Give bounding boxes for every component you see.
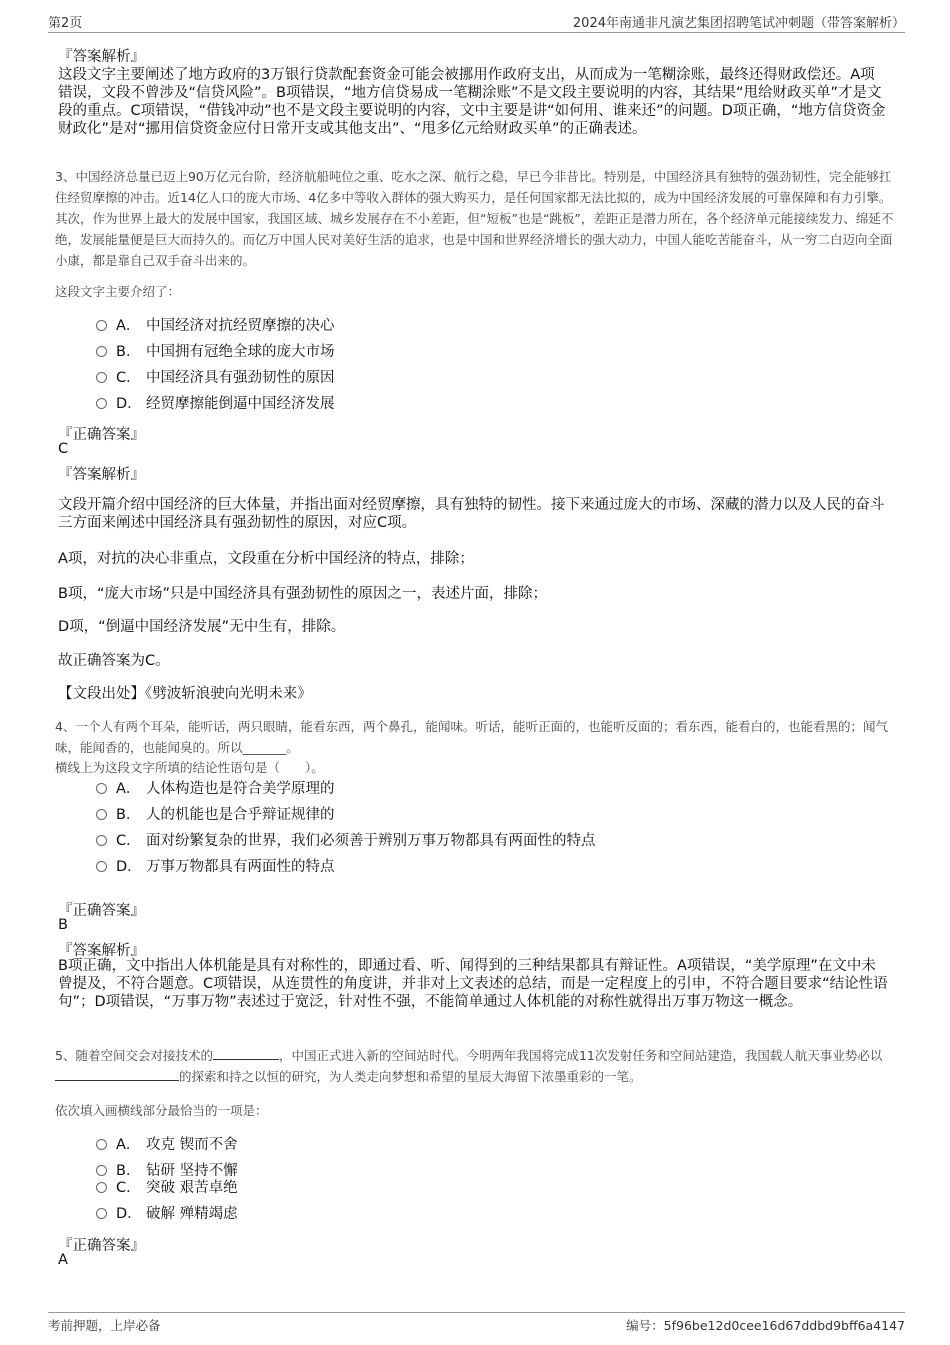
option-text: 中国拥有冠绝全球的庞大市场 xyxy=(146,344,335,360)
option-letter: A． xyxy=(116,1137,141,1153)
q4-analysis: B项正确，文中指出人体机能是具有对称性的，即通过看、听、闻得到的三种结果都具有辩证性。A项错误，“美学原理”在文中未曾提及，不符合题意。C项错误，从连贯性的角度讲，并非对上文表述的总结，而是一定程度上的引申，不符合题目要求“结论性语句”；D项错误，“万事万物”表述过于宽泛，针对性不强，不能简单通过人体机能的对称性就得出万事万物这一概念。 xyxy=(58,958,888,1010)
option-text: 万事万物都具有两面性的特点 xyxy=(146,859,335,875)
q5-correct-label: 『正确答案』 xyxy=(58,1238,145,1254)
page-header xyxy=(48,12,905,33)
q3-option-d[interactable] xyxy=(96,394,335,414)
footer-slogan: 考前押题，上岸必备 xyxy=(48,1318,161,1333)
q5-blank-2 xyxy=(55,1068,179,1081)
q3-source: 【文段出处】《劈波斩浪驶向光明未来》 xyxy=(58,686,312,702)
q3-analysis-b: B项，“庞大市场”只是中国经济具有强劲韧性的原因之一，表述片面，排除； xyxy=(58,586,547,602)
q4-option-a[interactable] xyxy=(96,779,335,799)
q5-option-d[interactable] xyxy=(96,1204,238,1224)
q3-option-a[interactable] xyxy=(96,316,335,336)
page-footer xyxy=(48,1312,905,1336)
q3-correct-label: 『正确答案』 xyxy=(58,427,145,443)
q5-stem-part-3: 的探索和持之以恒的研究，为人类走向梦想和希望的星辰大海留下浓墨重彩的一笔。 xyxy=(179,1069,642,1084)
option-letter: B． xyxy=(116,1163,141,1179)
q3-analysis-main: 文段开篇介绍中国经济的巨大体量，并指出面对经贸摩擦，具有独特的韧性。接下来通过庞大的市场、深藏的潜力以及人民的奋斗三方面来阐述中国经济具有强劲韧性的原因，对应C项。 xyxy=(58,497,885,531)
q4-prompt: 横线上为这段文字所填的结论性语句是（ ）。 xyxy=(55,760,324,775)
q4-correct-label: 『正确答案』 xyxy=(58,903,145,919)
q5-prompt: 依次填入画横线部分最恰当的一项是： xyxy=(55,1103,268,1118)
q2-analysis-label: 『答案解析』 xyxy=(58,49,145,65)
radio-icon[interactable] xyxy=(96,809,107,820)
radio-icon[interactable] xyxy=(96,320,107,331)
option-letter: C． xyxy=(116,833,141,849)
option-letter: D． xyxy=(116,396,142,412)
q4-option-c[interactable] xyxy=(96,831,596,851)
q3-analysis-label: 『答案解析』 xyxy=(58,467,145,483)
radio-icon[interactable] xyxy=(96,1182,107,1193)
radio-icon[interactable] xyxy=(96,1165,107,1176)
footer-code: 编号：5f96be12d0cee16d67ddbd9bff6a4147 xyxy=(626,1318,905,1333)
radio-icon[interactable] xyxy=(96,372,107,383)
q4-option-b[interactable] xyxy=(96,805,335,825)
option-text: 攻克 锲而不舍 xyxy=(146,1137,238,1153)
q5-stem xyxy=(55,1045,895,1087)
q4-option-d[interactable] xyxy=(96,857,335,877)
option-letter: C． xyxy=(116,1180,141,1196)
q5-option-a[interactable] xyxy=(96,1135,238,1155)
q5-option-c[interactable] xyxy=(96,1178,238,1198)
q4-stem: 4、一个人有两个耳朵，能听话，两只眼睛，能看东西，两个鼻孔，能闻味。听话，能听正面的，也能听反面的；看东西，能看白的，也能看黑的；闻气味，能闻香的，也能闻臭的。所以_______。 xyxy=(55,719,888,755)
option-text: 中国经济对抗经贸摩擦的决心 xyxy=(146,318,335,334)
doc-title: 2024年南通非凡演艺集团招聘笔试冲刺题（带答案解析） xyxy=(572,16,905,31)
q3-correct-answer: C xyxy=(58,441,69,457)
page-number: 第2页 xyxy=(48,16,83,31)
q3-analysis-a: A项，对抗的决心非重点，文段重在分析中国经济的特点，排除； xyxy=(58,551,474,567)
radio-icon[interactable] xyxy=(96,835,107,846)
q4-analysis-label: 『答案解析』 xyxy=(58,943,145,959)
q3-stem: 3、中国经济总量已迈上90万亿元台阶，经济航船吨位之重、吃水之深、航行之稳，早已今非昔比。特别是，中国经济具有独特的强劲韧性，完全能够扛住经贸摩擦的冲击。近14亿人口的庞大市场、4亿多中等收入群体的强大购买力，是任何国家都无法比拟的，成为中国经济发展的可靠保障和有力引擎。其次，作为世界上最大的发展中国家，我国区域、城乡发展存在不小差距，但“短板”也是“跳板”，差距正是潜力所在，各个经济单元能接续发力、绵延不绝，发展能量便是巨大而持久的。而亿万中国人民对美好生活的追求，也是中国和世界经济增长的强大动力，中国人能吃苦能奋斗，从一穷二白迈向全面小康，都是靠自己双手奋斗出来的。 xyxy=(55,169,894,268)
radio-icon[interactable] xyxy=(96,861,107,872)
q5-blank-1 xyxy=(213,1047,279,1060)
radio-icon[interactable] xyxy=(96,346,107,357)
option-text: 经贸摩擦能倒逼中国经济发展 xyxy=(146,396,335,412)
q3-prompt: 这段文字主要介绍了： xyxy=(55,284,181,299)
option-text: 钻研 坚持不懈 xyxy=(146,1163,238,1179)
radio-icon[interactable] xyxy=(96,1208,107,1219)
q3-option-c[interactable] xyxy=(96,368,335,388)
option-text: 人的机能也是合乎辩证规律的 xyxy=(146,807,335,823)
radio-icon[interactable] xyxy=(96,398,107,409)
q4-correct-answer: B xyxy=(58,917,68,933)
radio-icon[interactable] xyxy=(96,1139,107,1150)
option-letter: A． xyxy=(116,781,141,797)
option-letter: D． xyxy=(116,1206,142,1222)
option-text: 面对纷繁复杂的世界，我们必须善于辨别万事万物都具有两面性的特点 xyxy=(146,833,596,849)
option-text: 中国经济具有强劲韧性的原因 xyxy=(146,370,335,386)
option-letter: B． xyxy=(116,807,141,823)
q2-analysis: 这段文字主要阐述了地方政府的3万银行贷款配套资金可能会被挪用作政府支出，从而成为一笔糊涂账，最终还得财政偿还。A项错误，文段不曾涉及“信贷风险”。B项错误，“地方信贷易成一笔糊涂账”不是文段主要说明的内容，其结果“甩给财政买单”才是文段的重点。C项错误，“借钱冲动”也不是文段主要说明的内容，文中主要是讲“如何用、谁来还”的问题。D项正确，“地方信贷资金财政化”是对“挪用信贷资金应付日常开支或其他支出”、“甩多亿元给财政买单”的正确表述。 xyxy=(58,67,886,137)
option-letter: A． xyxy=(116,318,141,334)
option-text: 人体构造也是符合美学原理的 xyxy=(146,781,335,797)
option-letter: D． xyxy=(116,859,142,875)
option-text: 破解 殚精竭虑 xyxy=(146,1206,238,1222)
option-text: 突破 艰苦卓绝 xyxy=(146,1180,238,1196)
q5-stem-part-1: 5、随着空间交会对接技术的 xyxy=(55,1048,213,1063)
option-letter: B． xyxy=(116,344,141,360)
option-letter: C． xyxy=(116,370,141,386)
q5-correct-answer: A xyxy=(58,1252,68,1268)
q5-stem-part-2: ，中国正式进入新的空间站时代。今明两年我国将完成11次发射任务和空间站建造，我国载人航天事业势必以 xyxy=(278,1048,883,1063)
q3-option-b[interactable] xyxy=(96,342,335,362)
q3-analysis-d: D项，“倒逼中国经济发展”无中生有，排除。 xyxy=(58,619,346,635)
q3-analysis-conclusion: 故正确答案为C。 xyxy=(58,653,170,669)
radio-icon[interactable] xyxy=(96,783,107,794)
